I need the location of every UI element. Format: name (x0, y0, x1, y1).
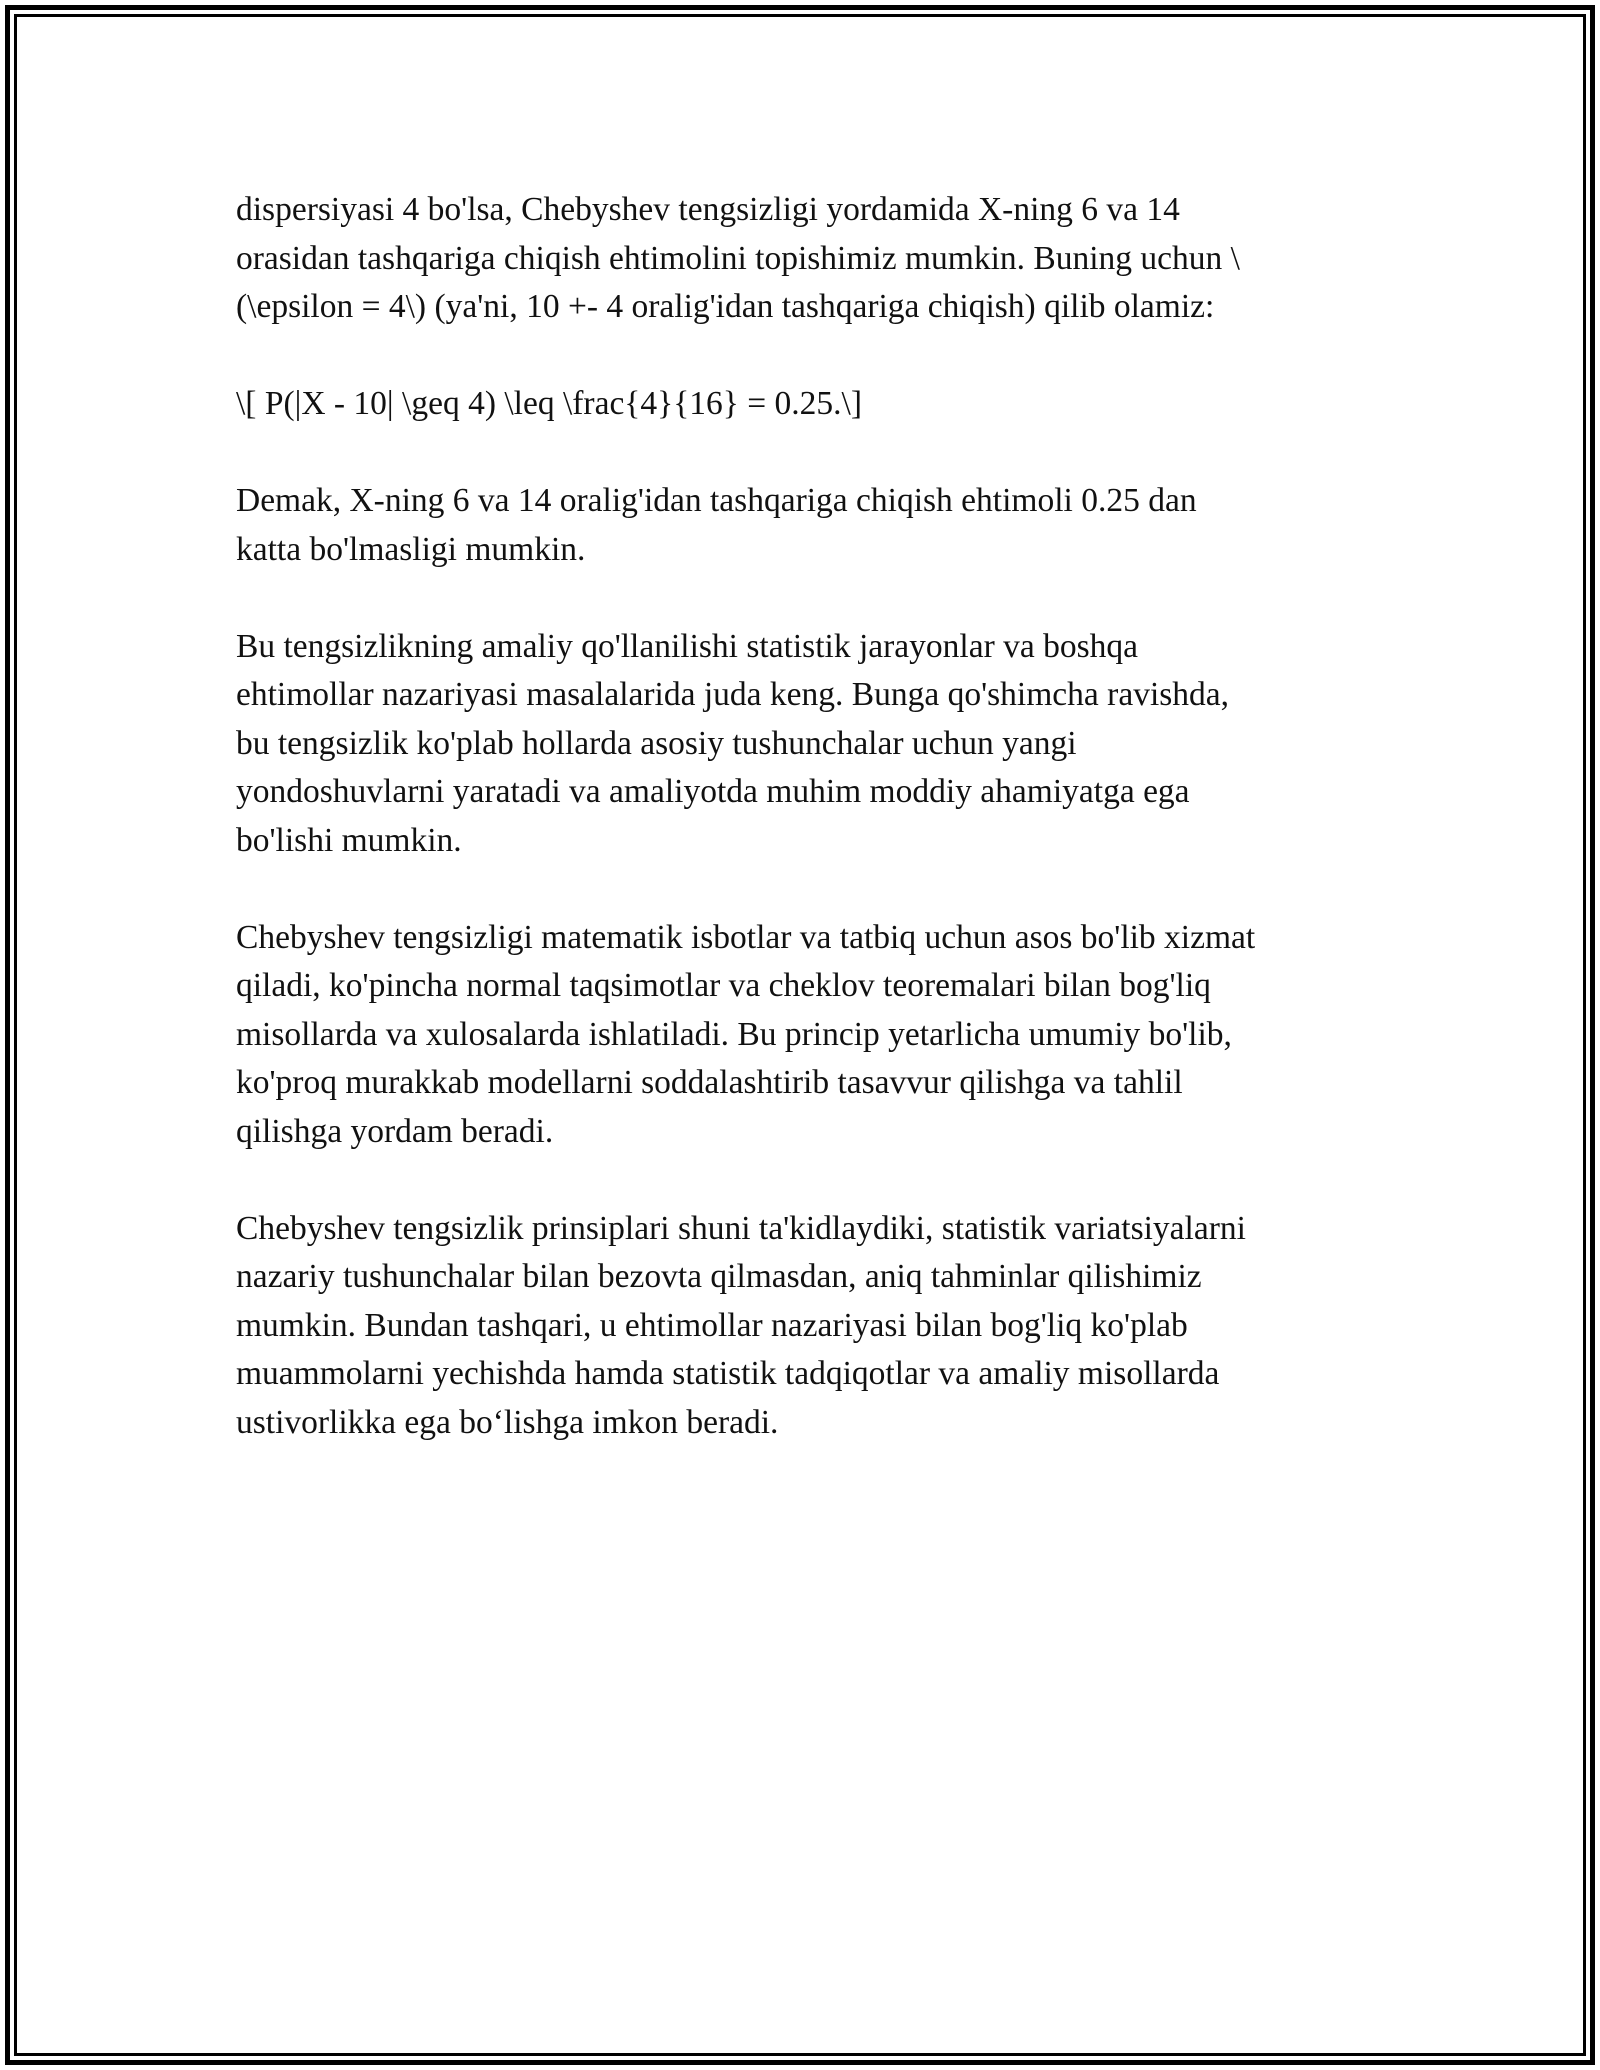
document-body (236, 186, 1366, 1496)
paragraph-applications: Bu tengsizlikning amaliy qo'llanilishi statistik jarayonlar va boshqa ehtimollar nazariyasi masalalarida juda keng. Bunga qo'shimcha ravishda, bu tengsizlik ko'plab hollarda asosiy tushunchalar uchun yangi yondoshuvlarni yaratadi va amaliyotda muhim moddiy ahamiyatga ega bo'lishi mumkin. (236, 627, 1230, 859)
paragraph-chebyshev-example: dispersiyasi 4 bo'lsa, Chebyshev tengsizligi yordamida X-ning 6 va 14 orasidan tashqariga chiqish ehtimolini topishimiz mumkin. Buning uchun \ (\epsilon = 4\) (ya'ni, 10 +- 4 oralig'idan tashqariga chiqish) qilib olamiz: (236, 191, 1240, 325)
paragraph-principles: Chebyshev tengsizlik prinsiplari shuni ta'kidlaydiki, statistik variatsiyalarni nazariy tushunchalar bilan bezovta qilmasdan, aniq tahminlar qilishimiz mumkin. Bundan tashqari, u ehtimollar nazariyasi bilan bog'liq ko'plab muammolarni yechishda hamda statistik tadqiqotlar va amaliy misollarda ustivorlikka ega bo‘lishga imkon beradi. (236, 1209, 1246, 1441)
paragraph-conclusion: Demak, X-ning 6 va 14 oralig'idan tashqariga chiqish ehtimoli 0.25 dan katta bo'lmasligi mumkin. (236, 482, 1197, 568)
paragraph-foundation: Chebyshev tengsizligi matematik isbotlar va tatbiq uchun asos bo'lib xizmat qiladi, ko'pincha normal taqsimotlar va cheklov teoremalari bilan bog'liq misollarda va xulosalarda ishlatiladi. Bu princip yetarlicha umumiy bo'lib, ko'proq murakkab modellarni soddalashtirib tasavvur qilishga va tahlil qilishga yordam beradi. (236, 918, 1256, 1150)
formula-line: \[ P(|X - 10| \geq 4) \leq \frac{4}{16} = 0.25.\] (236, 385, 862, 422)
